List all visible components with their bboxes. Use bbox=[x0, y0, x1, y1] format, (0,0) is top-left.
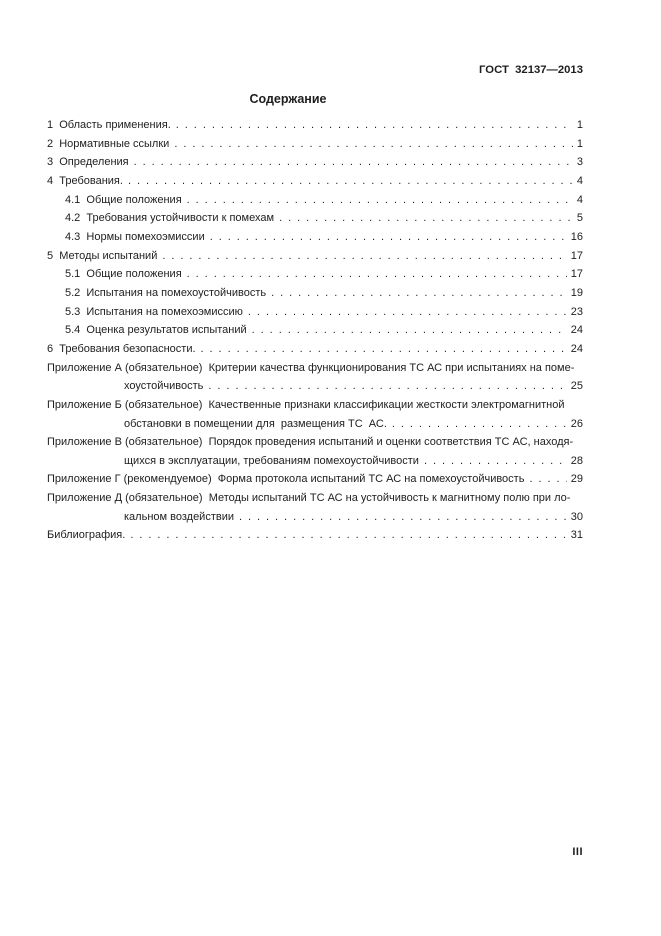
toc-entry-page: 25 bbox=[570, 380, 583, 393]
toc-entry-label: 4 Требования. bbox=[47, 174, 123, 187]
toc-leader-dots bbox=[128, 172, 573, 191]
toc-entry-label: Приложение Д (обязательное) Методы испытаний ТС АС на устойчивость к магнитному полю при ло- bbox=[47, 492, 571, 505]
toc-entry-label: Приложение Б (обязательное) Качественные признаки классификации жесткости электромагнитной bbox=[47, 398, 565, 411]
toc-entry-4-2 bbox=[47, 209, 583, 228]
toc-entry-page: 24 bbox=[570, 342, 583, 355]
toc-entry-5-4 bbox=[47, 321, 583, 340]
toc-entry-page: 31 bbox=[570, 529, 583, 542]
toc-entry-5-1 bbox=[47, 265, 583, 284]
toc-entry-appendix-b-cont bbox=[47, 415, 583, 434]
toc-leader-dots bbox=[176, 116, 573, 135]
toc-entry-label: 5 Методы испытаний bbox=[47, 249, 158, 262]
toc-leader-dots bbox=[529, 470, 566, 489]
toc-entry-appendix-d-cont bbox=[47, 508, 583, 527]
toc-leader-dots bbox=[130, 526, 566, 545]
toc-entry-label: 3 Определения bbox=[47, 156, 129, 169]
toc-leader-dots bbox=[248, 303, 567, 322]
toc-entry-page: 19 bbox=[570, 286, 583, 299]
toc-leader-dots bbox=[187, 265, 567, 284]
toc-leader-dots bbox=[187, 191, 573, 210]
toc-entry-bibliography bbox=[47, 526, 583, 545]
toc-entry-label: Приложение А (обязательное) Критерии качества функционирования ТС АС при испытаниях на поме- bbox=[47, 361, 575, 374]
toc-leader-dots bbox=[424, 452, 567, 471]
toc-entry-label: 1 Область применения. bbox=[47, 119, 171, 131]
toc-entry-1 bbox=[47, 116, 583, 135]
toc-entry-page: 1 bbox=[576, 119, 583, 131]
toc-leader-dots bbox=[210, 228, 567, 247]
toc-entry-appendix-a bbox=[47, 359, 583, 378]
toc-entry-label: 4.3 Нормы помехоэмиссии bbox=[65, 230, 205, 243]
toc-entry-page: 23 bbox=[570, 305, 583, 318]
toc-entry-6 bbox=[47, 340, 583, 359]
toc-leader-dots bbox=[208, 377, 566, 396]
toc-entry-appendix-v bbox=[47, 433, 583, 452]
toc-leader-dots bbox=[162, 247, 566, 266]
toc-leader-dots bbox=[279, 209, 573, 228]
toc-entry-page: 3 bbox=[576, 156, 583, 169]
toc-leader-dots bbox=[252, 321, 567, 340]
toc-entry-page: 26 bbox=[570, 417, 583, 430]
toc-entry-appendix-v-cont bbox=[47, 452, 583, 471]
document-code: ГОСТ 32137—2013 bbox=[479, 64, 583, 76]
toc-entry-page: 17 bbox=[570, 268, 583, 281]
toc-entry-4-3 bbox=[47, 228, 583, 247]
toc-leader-dots bbox=[392, 415, 567, 434]
toc-entry-appendix-d bbox=[47, 489, 583, 508]
toc-leader-dots bbox=[239, 508, 567, 527]
toc-entry-page: 17 bbox=[570, 249, 583, 262]
toc-entry-4 bbox=[47, 172, 583, 191]
toc-list bbox=[47, 116, 583, 545]
toc-entry-page: 1 bbox=[576, 137, 583, 150]
toc-entry-page: 4 bbox=[576, 193, 583, 206]
toc-entry-page: 5 bbox=[576, 212, 583, 225]
toc-entry-label: 2 Нормативные ссылки bbox=[47, 137, 170, 150]
toc-entry-appendix-g bbox=[47, 470, 583, 489]
toc-leader-dots bbox=[271, 284, 567, 303]
toc-entry-5 bbox=[47, 247, 583, 266]
toc-entry-label: Библиография. bbox=[47, 529, 126, 542]
toc-entry-label: 5.3 Испытания на помехоэмиссию bbox=[65, 305, 243, 318]
toc-entry-appendix-b bbox=[47, 396, 583, 415]
toc-entry-label: Приложение В (обязательное) Порядок проведения испытаний и оценки соответствия ТС АС, находя- bbox=[47, 436, 574, 449]
page-number: III bbox=[572, 846, 583, 858]
toc-entry-page: 28 bbox=[570, 454, 583, 467]
toc-entry-label: 4.1 Общие положения bbox=[65, 193, 182, 206]
toc-entry-5-3 bbox=[47, 303, 583, 322]
toc-entry-page: 4 bbox=[576, 174, 583, 187]
toc-entry-page: 29 bbox=[570, 473, 583, 486]
toc-entry-2 bbox=[47, 135, 583, 154]
toc-entry-label: Приложение Г (рекомендуемое) Форма протокола испытаний ТС АС на помехоустойчивость bbox=[47, 473, 525, 486]
toc-entry-5-2 bbox=[47, 284, 583, 303]
toc-entry-page: 16 bbox=[570, 230, 583, 243]
toc-entry-4-1 bbox=[47, 191, 583, 210]
toc-entry-page: 24 bbox=[570, 324, 583, 337]
toc-leader-dots bbox=[201, 340, 567, 359]
toc-entry-label: 4.2 Требования устойчивости к помехам bbox=[65, 212, 275, 225]
toc-entry-appendix-a-cont bbox=[47, 377, 583, 396]
toc-entry-label: 6 Требования безопасности. bbox=[47, 342, 196, 355]
toc-title: Содержание bbox=[249, 92, 327, 106]
toc-entry-label: хоустойчивость bbox=[124, 380, 204, 393]
toc-entry-label: 5.2 Испытания на помехоустойчивость bbox=[65, 286, 267, 299]
toc-entry-label: обстановки в помещении для размещения ТС АС. bbox=[124, 417, 387, 430]
toc-entry-label: щихся в эксплуатации, требованиям помехоустойчивости bbox=[124, 454, 419, 467]
toc-entry-label: 5.4 Оценка результатов испытаний bbox=[65, 324, 247, 337]
toc-entry-label: кальном воздействии bbox=[124, 510, 234, 523]
toc-leader-dots bbox=[174, 135, 573, 154]
toc-entry-page: 30 bbox=[570, 510, 583, 523]
toc-entry-3 bbox=[47, 153, 583, 172]
toc-entry-label: 5.1 Общие положения bbox=[65, 268, 182, 281]
toc-leader-dots bbox=[134, 153, 573, 172]
